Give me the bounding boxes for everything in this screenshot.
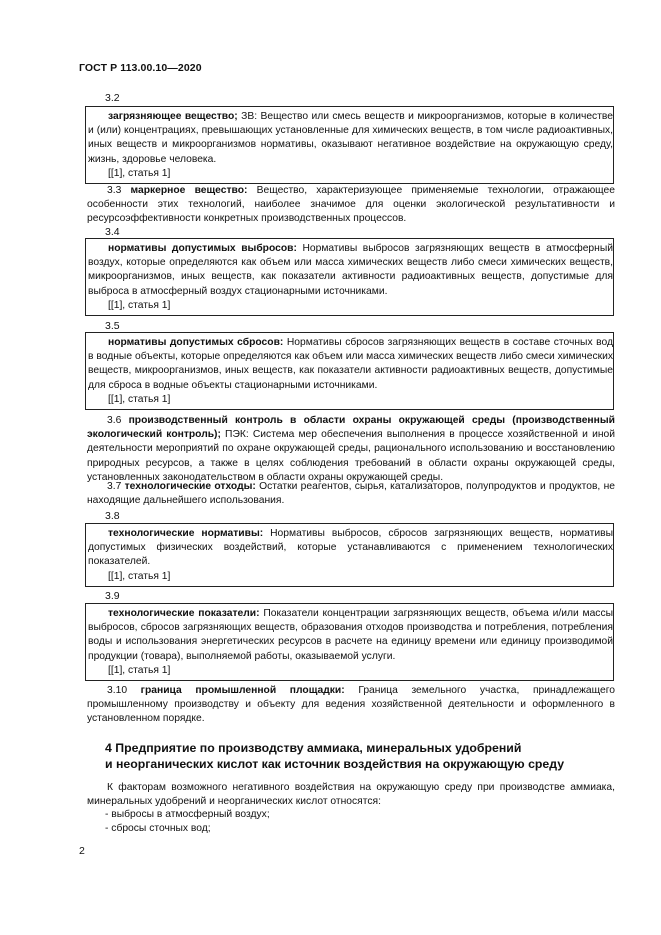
definition: Граница земельного участка, принадлежащего промышленному производству и объекту для ведения хозяйственной деятельности и оформленного в установленном порядке.	[87, 685, 615, 725]
definition-box	[85, 603, 614, 681]
section-heading	[105, 740, 564, 772]
reference: [[1], статья 1]	[108, 393, 171, 405]
definition-box	[85, 332, 614, 410]
term: технологические показатели:	[108, 608, 260, 619]
definition: ПЭК: Система мер обеспечения выполнения в процессе хозяйственной и иной деятельности мероприятий по охране окружающей среды, рационального использованию и восстановлению природных ресурсов, а также в целях соблюдения требований в области охраны окружающей среды, установленных законодательством в области охраны окружающей среды.	[87, 429, 615, 483]
section-title-line: 4 Предприятие по производству аммиака, минеральных удобрений	[105, 741, 522, 755]
entry-number: 3.4	[105, 226, 120, 238]
list-item: - сбросы сточных вод;	[105, 823, 211, 834]
section-intro: К факторам возможного негативного воздействия на окружающую среду при производстве аммиака, минеральных удобрений и неорганических кислот относятся:	[87, 782, 615, 808]
entry-number: 3.3	[107, 185, 122, 196]
entry-number: 3.5	[105, 320, 120, 332]
reference: [[1], статья 1]	[108, 299, 171, 311]
entry-number: 3.8	[105, 510, 120, 522]
definition-paragraph	[87, 414, 615, 485]
list-item: - выбросы в атмосферный воздух;	[105, 809, 270, 820]
definition: Нормативы сбросов загрязняющих веществ в составе сточных вод в водные объекты, которые определяются как объем или масса химических веществ либо смеси химических веществ, микроорганизмов, иных веществ, как показатели активности радиоактивных веществ, допустимые для сброса в водные объекты стационарными источниками.	[88, 337, 613, 391]
entry-number: 3.6	[107, 415, 122, 426]
entry-number: 3.9	[105, 590, 120, 602]
definition-paragraph	[87, 684, 615, 727]
definition-text	[88, 242, 613, 299]
document-header: ГОСТ Р 113.00.10—2020	[79, 62, 202, 74]
definition-text	[88, 110, 613, 167]
entry-number: 3.7	[107, 481, 122, 492]
term: технологические отходы:	[124, 481, 256, 492]
definition-box	[85, 238, 614, 316]
term: нормативы допустимых сбросов:	[108, 337, 284, 348]
definition-text	[88, 527, 613, 570]
reference: [[1], статья 1]	[108, 570, 171, 582]
definition: Нормативы выбросов загрязняющих веществ в атмосферный воздух, которые определяются как объем или масса химических веществ либо смеси химических веществ, микроорганизмов, иных веществ, как показатели активности радиоактивных веществ, допустимые для выброса в атмосферный воздух стационарными источниками.	[88, 243, 613, 297]
definition: Вещество, характеризующее применяемые технологии, отражающее особенности этих технологий, наиболее значимое для оценки экологической результативности и ресурсоэффективности конкретных производственных процессов.	[87, 185, 615, 225]
definition-box	[85, 523, 614, 587]
definition-text	[88, 607, 613, 664]
term: производственный контроль в области охраны окружающей среды (производственный экологический контроль);	[87, 415, 615, 441]
page-number: 2	[79, 845, 85, 857]
section-title-line: и неорганических кислот как источник воздействия на окружающую среду	[105, 757, 565, 771]
definition: Остатки реагентов, сырья, катализаторов, полупродуктов и продуктов, не находящие дальнейшего использования.	[87, 481, 615, 507]
definition: Нормативы выбросов, сбросов загрязняющих веществ, нормативы допустимых физических воздействий, которые устанавливаются с применением технологических показателей.	[88, 528, 613, 568]
definition: ЗВ: Вещество или смесь веществ и микроорганизмов, которые в количестве и (или) концентрациях, превышающих установленные для химических веществ, в том числе радиоактивных, иных веществ и микроорганизмов нормативы, оказывают негативное воздействие на окружающую среду, жизнь, здоровье человека.	[88, 111, 613, 165]
reference: [[1], статья 1]	[108, 664, 171, 676]
term: маркерное вещество:	[130, 185, 248, 196]
definition-paragraph	[87, 184, 615, 227]
definition-text	[88, 336, 613, 393]
definition: Показатели концентрации загрязняющих веществ, объема и/или массы выбросов, сбросов загрязняющих веществ, образования отходов производства и потребления, потребления воды и использования энергетических ресурсов в расчете на единицу времени или единицу производимой продукции (товара), выполняемой работы, оказываемой услуги.	[88, 608, 614, 662]
entry-number: 3.10	[107, 685, 128, 696]
entry-number: 3.2	[105, 92, 120, 104]
definition-paragraph	[87, 480, 615, 508]
reference: [[1], статья 1]	[108, 167, 171, 179]
definition-box	[85, 106, 614, 184]
term: нормативы допустимых выбросов:	[108, 243, 297, 254]
term: технологические нормативы:	[108, 528, 264, 539]
term: граница промышленной площадки:	[140, 685, 345, 696]
term: загрязняющее вещество;	[108, 111, 238, 122]
